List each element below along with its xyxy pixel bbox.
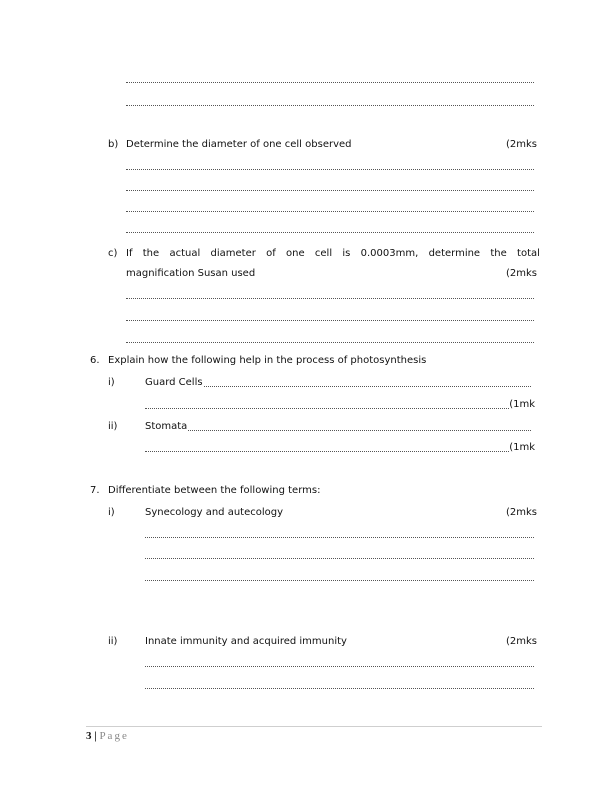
page-footer <box>86 729 129 743</box>
q6-item-text: Stomata <box>145 421 188 432</box>
q5c-word: is <box>342 248 351 259</box>
footer-divider <box>86 726 542 727</box>
q6-item-text: Guard Cells <box>145 377 203 388</box>
q5c-word: 0.0003mm, <box>360 248 419 259</box>
answer-line[interactable] <box>126 211 534 212</box>
q5c-text-line1 <box>126 248 540 260</box>
q6-item-stomata[interactable] <box>145 421 531 433</box>
q5c-word: cell <box>314 248 333 259</box>
answer-line[interactable] <box>145 688 534 689</box>
q7-text: Differentiate between the following terms: <box>108 485 321 496</box>
q5c-word: total <box>517 248 540 259</box>
answer-line[interactable] <box>126 105 534 106</box>
answer-line[interactable] <box>126 232 534 233</box>
q7-item-marks: (2mks <box>506 636 538 647</box>
q5c-word: the <box>142 248 160 259</box>
q7-item-label: i) <box>108 507 115 518</box>
answer-line[interactable] <box>145 537 534 538</box>
q5c-marks: (2mks <box>506 268 538 279</box>
page-number: 3 <box>86 730 92 742</box>
q6-number: 6. <box>90 355 100 366</box>
q6-item-marks: (1mk <box>509 442 535 453</box>
q5c-word: diameter <box>210 248 256 259</box>
answer-line[interactable] <box>126 190 534 191</box>
answer-line[interactable] <box>145 558 534 559</box>
q5c-word: actual <box>169 248 201 259</box>
answer-line[interactable] <box>145 580 534 581</box>
q5c-word: one <box>286 248 305 259</box>
q5b-marks: (2mks <box>506 139 538 150</box>
answer-line[interactable] <box>126 298 534 299</box>
q6-text: Explain how the following help in the process of photosynthesis <box>108 355 427 366</box>
page-label: Page <box>99 730 129 742</box>
q6-item-label: i) <box>108 377 115 388</box>
q5c-word: determine <box>428 248 481 259</box>
q6-item-label: ii) <box>108 421 118 432</box>
answer-line[interactable] <box>126 169 534 170</box>
q6-item-answer[interactable] <box>145 399 535 411</box>
q6-item-marks: (1mk <box>509 399 535 410</box>
q5c-text-line2: magnification Susan used <box>126 268 256 279</box>
q5c-word: If <box>126 248 133 259</box>
q7-item-marks: (2mks <box>506 507 538 518</box>
answer-line[interactable] <box>145 408 509 409</box>
footer-separator: | <box>91 730 100 742</box>
q5c-word: the <box>490 248 507 259</box>
answer-line[interactable] <box>145 451 509 452</box>
q5b-text: Determine the diameter of one cell observed <box>126 139 352 150</box>
q6-item-guard-cells[interactable] <box>145 377 531 389</box>
answer-line[interactable] <box>126 82 534 83</box>
answer-line[interactable] <box>126 342 534 343</box>
answer-line[interactable] <box>188 430 531 431</box>
q5c-word: of <box>266 248 276 259</box>
q5c-label: c) <box>108 248 118 259</box>
answer-line[interactable] <box>204 386 531 387</box>
q5b-label: b) <box>108 139 119 150</box>
q6-item-answer[interactable] <box>145 442 535 454</box>
q7-item-text: Innate immunity and acquired immunity <box>145 636 347 647</box>
q7-number: 7. <box>90 485 100 496</box>
answer-line[interactable] <box>145 666 534 667</box>
q7-item-label: ii) <box>108 636 118 647</box>
answer-line[interactable] <box>126 320 534 321</box>
q7-item-text: Synecology and autecology <box>145 507 284 518</box>
